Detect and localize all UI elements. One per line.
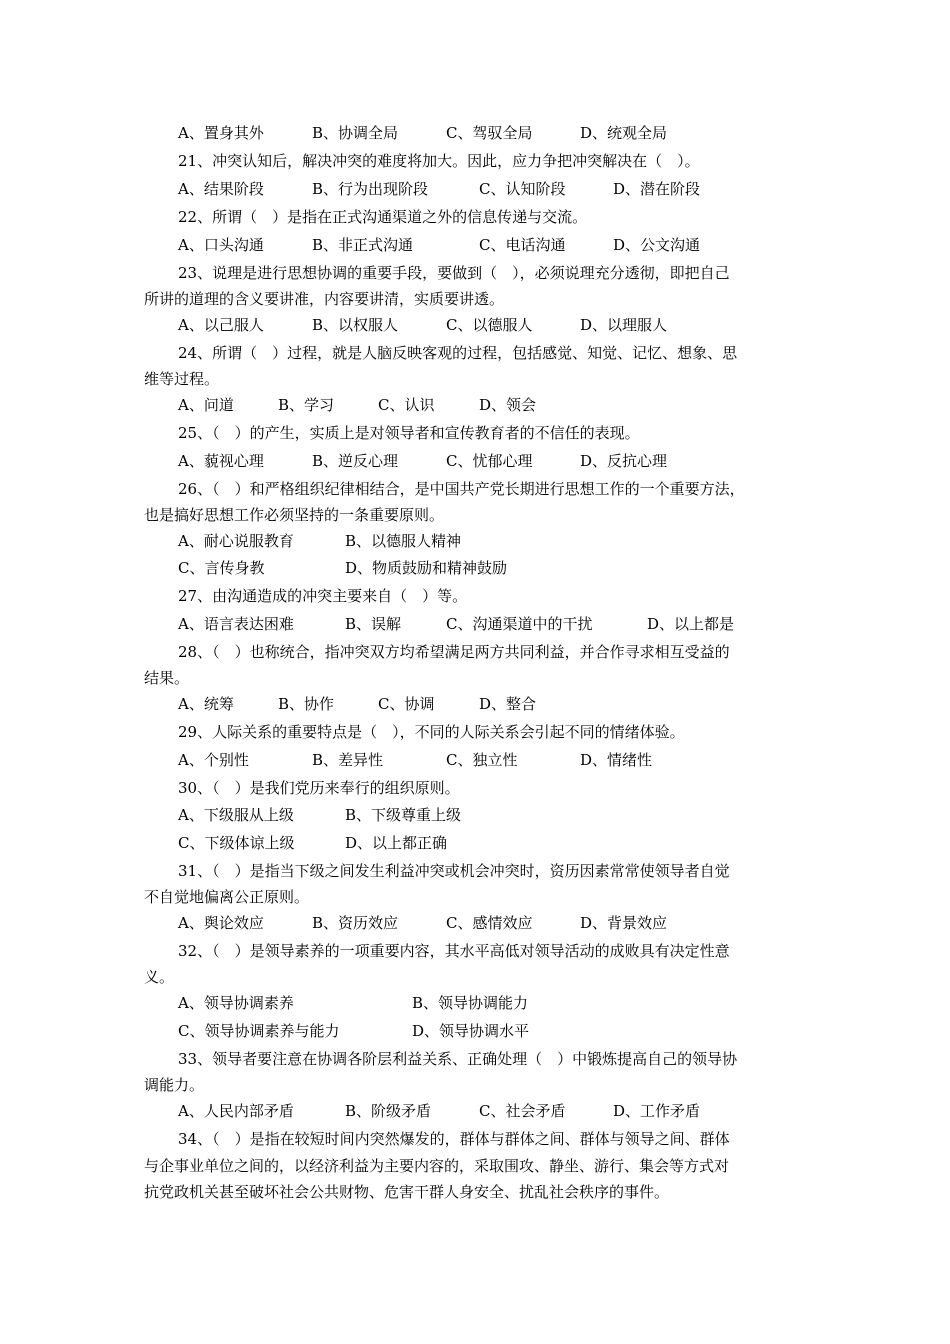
option-b: B、非正式沟通 xyxy=(312,236,414,254)
option-b: B、差异性 xyxy=(312,751,384,769)
option-d: D、整合 xyxy=(479,695,537,713)
option-c: C、驾驭全局 xyxy=(446,124,533,142)
option-c: C、独立性 xyxy=(446,751,518,769)
question-22: 22、所谓（ ）是指在正式沟通渠道之外的信息传递与交流。 xyxy=(178,208,588,226)
question-28-line-1: 28、（ ）也称统合，指冲突双方均希望满足两方共同利益，并合作寻求相互受益的 xyxy=(178,643,730,661)
option-c: C、认识 xyxy=(378,396,435,414)
option-a: A、个别性 xyxy=(178,751,249,769)
option-b: B、以德服人精神 xyxy=(345,532,462,550)
option-b: B、行为出现阶段 xyxy=(312,180,429,198)
option-d: D、情绪性 xyxy=(580,751,653,769)
question-27: 27、由沟通造成的冲突主要来自（ ）等。 xyxy=(178,587,468,605)
option-c: C、言传身教 xyxy=(178,559,265,577)
question-33-line-1: 33、领导者要注意在协调各阶层利益关系、正确处理（ ）中锻炼提高自己的领导协 xyxy=(178,1050,738,1068)
option-c: C、感情效应 xyxy=(446,914,533,932)
option-a: A、结果阶段 xyxy=(178,180,264,198)
question-30: 30、（ ）是我们党历来奉行的组织原则。 xyxy=(178,779,460,797)
option-a: A、问道 xyxy=(178,396,234,414)
option-b: B、领导协调能力 xyxy=(412,994,529,1012)
option-d: D、以上都正确 xyxy=(345,834,448,852)
question-23-line-1: 23、说理是进行思想协调的重要手段，要做到（ ），必须说理充分透彻，即把自己 xyxy=(178,264,730,282)
option-a: A、口头沟通 xyxy=(178,236,264,254)
option-d: D、背景效应 xyxy=(580,914,668,932)
question-34-line-3: 抗党政机关甚至破坏社会公共财物、危害干群人身安全、扰乱社会秩序的事件。 xyxy=(144,1183,670,1201)
question-26-line-2: 也是搞好思想工作必须坚持的一条重要原则。 xyxy=(144,506,445,524)
option-c: C、沟通渠道中的干扰 xyxy=(446,615,593,633)
option-a: A、以己服人 xyxy=(178,316,264,334)
option-d: D、潜在阶段 xyxy=(613,180,701,198)
question-33-line-2: 调能力。 xyxy=(144,1076,205,1094)
option-a: A、领导协调素养 xyxy=(178,994,294,1012)
question-31-line-1: 31、（ ）是指当下级之间发生利益冲突或机会冲突时，资历因素常常使领导者自觉 xyxy=(178,862,730,880)
option-b: B、阶级矛盾 xyxy=(345,1102,432,1120)
option-d: D、物质鼓励和精神鼓励 xyxy=(345,559,508,577)
option-d: D、以理服人 xyxy=(580,316,668,334)
question-28-line-2: 结果。 xyxy=(144,669,190,687)
option-b: B、协调全局 xyxy=(312,124,399,142)
question-32-line-2: 义。 xyxy=(144,968,175,986)
option-c: C、电话沟通 xyxy=(479,236,566,254)
option-d: D、工作矛盾 xyxy=(613,1102,701,1120)
option-d: D、以上都是 xyxy=(647,615,735,633)
question-21: 21、冲突认知后，解决冲突的难度将加大。因此，应力争把冲突解决在（ ）。 xyxy=(178,152,700,170)
option-b: B、协作 xyxy=(278,695,335,713)
option-d: D、领导协调水平 xyxy=(412,1022,530,1040)
option-b: B、逆反心理 xyxy=(312,452,399,470)
question-32-line-1: 32、（ ）是领导素养的一项重要内容，其水平高低对领导活动的成败具有决定性意 xyxy=(178,942,730,960)
option-a: A、统筹 xyxy=(178,695,234,713)
question-31-line-2: 不自觉地偏离公正原则。 xyxy=(144,888,310,906)
question-29: 29、人际关系的重要特点是（ ），不同的人际关系会引起不同的情绪体验。 xyxy=(178,723,685,741)
question-24-line-1: 24、所谓（ ）过程，就是人脑反映客观的过程，包括感觉、知觉、记忆、想象、思 xyxy=(178,344,738,362)
option-c: C、领导协调素养与能力 xyxy=(178,1022,340,1040)
question-23-line-2: 所讲的道理的含义要讲准，内容要讲清，实质要讲透。 xyxy=(144,290,505,308)
option-d: D、公文沟通 xyxy=(613,236,701,254)
question-24-line-2: 维等过程。 xyxy=(144,370,220,388)
option-c: C、以德服人 xyxy=(446,316,533,334)
option-c: C、协调 xyxy=(378,695,435,713)
question-25: 25、（ ）的产生，实质上是对领导者和宣传教育者的不信任的表现。 xyxy=(178,424,640,442)
option-b: B、以权服人 xyxy=(312,316,399,334)
option-c: C、认知阶段 xyxy=(479,180,566,198)
option-a: A、人民内部矛盾 xyxy=(178,1102,294,1120)
option-a: A、置身其外 xyxy=(178,124,264,142)
option-a: A、耐心说服教育 xyxy=(178,532,294,550)
option-b: B、下级尊重上级 xyxy=(345,806,462,824)
option-b: B、误解 xyxy=(345,615,402,633)
option-c: C、下级体谅上级 xyxy=(178,834,295,852)
option-c: C、社会矛盾 xyxy=(479,1102,566,1120)
option-d: D、统观全局 xyxy=(580,124,668,142)
option-b: B、学习 xyxy=(278,396,335,414)
option-a: A、藐视心理 xyxy=(178,452,264,470)
option-a: A、下级服从上级 xyxy=(178,806,294,824)
option-d: D、领会 xyxy=(479,396,537,414)
question-34-line-1: 34、（ ）是指在较短时间内突然爆发的，群体与群体之间、群体与领导之间、群体 xyxy=(178,1130,730,1148)
question-34-line-2: 与企事业单位之间的，以经济利益为主要内容的，采取围攻、静坐、游行、集会等方式对 xyxy=(144,1157,730,1175)
option-c: C、忧郁心理 xyxy=(446,452,533,470)
option-a: A、舆论效应 xyxy=(178,914,264,932)
question-26-line-1: 26、（ ）和严格组织纪律相结合，是中国共产党长期进行思想工作的一个重要方法， xyxy=(178,480,745,498)
option-a: A、语言表达困难 xyxy=(178,615,294,633)
option-b: B、资历效应 xyxy=(312,914,399,932)
option-d: D、反抗心理 xyxy=(580,452,668,470)
